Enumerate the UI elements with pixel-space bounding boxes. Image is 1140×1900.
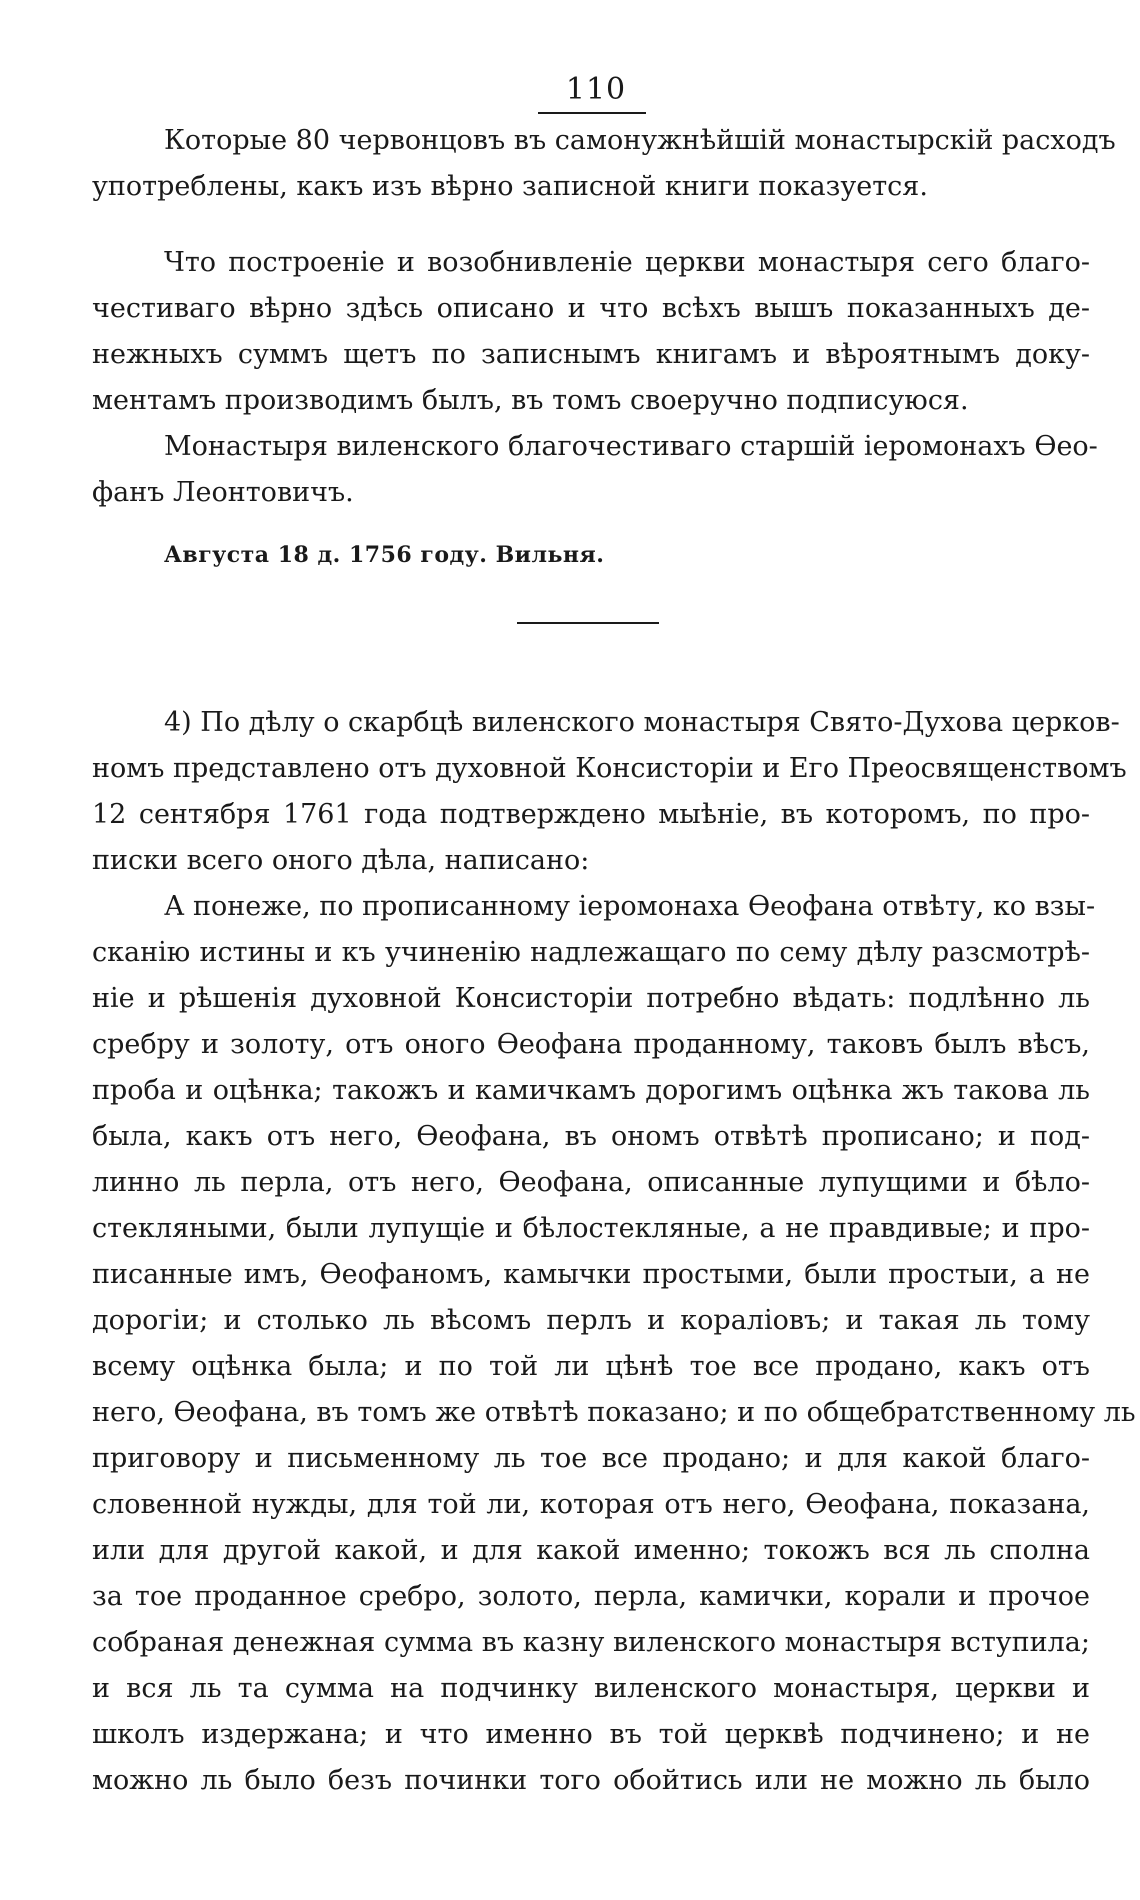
text-line: за тое проданное сребро, золото, перла, камички, корали и прочое: [92, 1581, 1090, 1612]
text-line: Которые 80 червонцовъ въ самонужнѣйшій монастырскій расходъ: [164, 125, 1116, 156]
text-line: фанъ Леонтовичъ.: [92, 477, 354, 508]
paragraph-4: [92, 700, 1127, 884]
paragraph-1: [92, 118, 1116, 210]
paragraph-2: [92, 240, 1090, 424]
text-line: можно ль было безъ починки того обойтись или не можно ль было: [92, 1765, 1090, 1796]
page-number: 110: [565, 72, 627, 107]
text-line: сребру и золоту, отъ оного Ѳеофана проданному, таковъ былъ вѣсъ,: [92, 1029, 1090, 1060]
text-line: собраная денежная сумма въ казну виленского монастыря вступила;: [92, 1627, 1090, 1658]
date-line: Августа 18 д. 1756 году. Вильня.: [164, 542, 605, 568]
text-line: была, какъ отъ него, Ѳеофана, въ ономъ отвѣтѣ прописано; и под-: [92, 1121, 1090, 1152]
paragraph-5: [92, 884, 1136, 1804]
text-line: 4) По дѣлу о скарбцѣ виленского монастыря Свято-Духова церков-: [164, 707, 1120, 738]
text-line: ментамъ производимъ былъ, въ томъ своеручно подписуюся.: [92, 385, 969, 416]
section-separator: [517, 622, 659, 624]
text-line: и вся ль та сумма на подчинку виленского монастыря, церкви и: [92, 1673, 1090, 1704]
page-number-underline: [538, 112, 646, 114]
text-line: честиваго вѣрно здѣсь описано и что всѣхъ вышъ показанныхъ де-: [92, 293, 1090, 324]
text-line: линно ль перла, отъ него, Ѳеофана, описанные лупущими и бѣло-: [92, 1167, 1090, 1198]
text-line: стекляными, были лупущіе и бѣлостекляные, а не правдивые; и про-: [92, 1213, 1090, 1244]
text-line: писки всего оного дѣла, написано:: [92, 845, 590, 876]
text-line: 12 сентября 1761 года подтверждено мыѣніе, въ которомъ, по про-: [92, 799, 1090, 830]
text-line: проба и оцѣнка; такожъ и камичкамъ дорогимъ оцѣнка жъ такова ль: [92, 1075, 1090, 1106]
text-line: ніе и рѣшенія духовной Консисторіи потребно вѣдать: подлѣнно ль: [92, 983, 1090, 1014]
text-line: А понеже, по прописанному іеромонаха Ѳеофана отвѣту, ко взы-: [164, 891, 1096, 922]
text-line: дорогіи; и столько ль вѣсомъ перлъ и кораліовъ; и такая ль тому: [92, 1305, 1090, 1336]
text-line: писанные имъ, Ѳеофаномъ, камычки простыми, были простыи, а не: [92, 1259, 1090, 1290]
text-line: всему оцѣнка была; и по той ли цѣнѣ тое все продано, какъ отъ: [92, 1351, 1090, 1382]
text-line: школъ издержана; и что именно въ той церквѣ подчинено; и не: [92, 1719, 1090, 1750]
text-line: него, Ѳеофана, въ томъ же отвѣтѣ показано; и по общебратственному ль: [92, 1397, 1136, 1428]
text-line: употреблены, какъ изъ вѣрно записной книги показуется.: [92, 171, 928, 202]
text-line: Монастыря виленского благочестиваго старшій іеромонахъ Ѳео-: [164, 431, 1098, 462]
text-line: или для другой какой, и для какой именно; токожъ вся ль сполна: [92, 1535, 1090, 1566]
text-line: номъ представлено отъ духовной Консисторіи и Его Преосвященствомъ: [92, 753, 1127, 784]
text-line: сканію истины и къ учиненію надлежащаго по сему дѣлу разсмотрѣ-: [92, 937, 1090, 968]
text-line: словенной нужды, для той ли, которая отъ него, Ѳеофана, показана,: [92, 1489, 1090, 1520]
text-line: приговору и письменному ль тое все продано; и для какой благо-: [92, 1443, 1090, 1474]
paragraph-signature: [92, 424, 1098, 516]
text-line: нежныхъ суммъ щетъ по записнымъ книгамъ и вѣроятнымъ доку-: [92, 339, 1090, 370]
text-line: Что построеніе и возобнивленіе церкви монастыря сего благо-: [164, 247, 1090, 278]
